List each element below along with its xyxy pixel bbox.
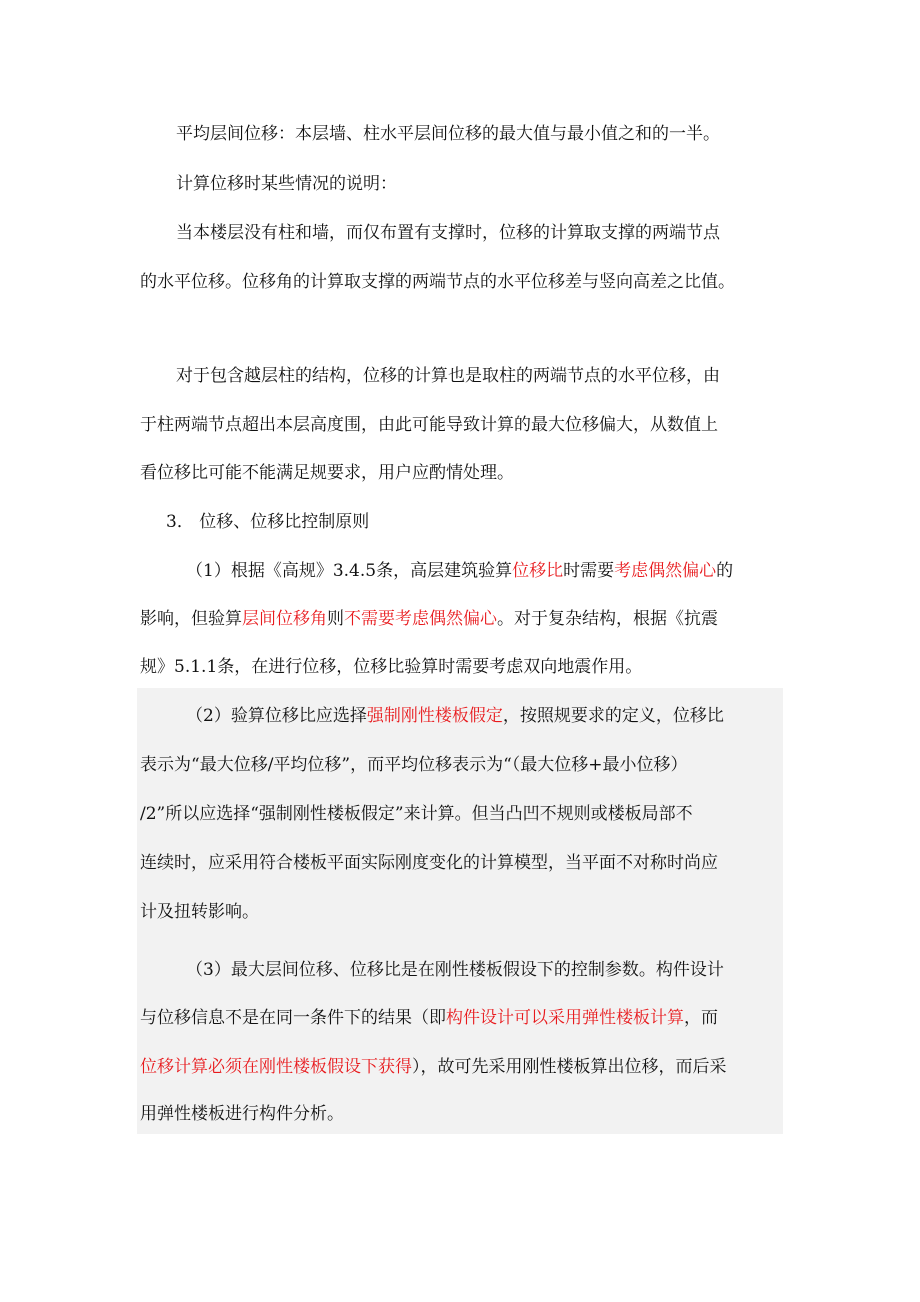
highlight-text: 位移比 (512, 561, 564, 581)
item2-line1 (0, 702, 920, 730)
item-text: 的 (716, 561, 734, 581)
paragraph-column-line1 (0, 362, 920, 390)
item1-line3 (0, 653, 920, 681)
section-heading-text: 3． 位移、位移比控制原则 (166, 512, 370, 532)
item-text: 影响，但验算 (140, 609, 242, 629)
item2-line2 (0, 751, 920, 779)
item3-line2 (0, 1004, 920, 1032)
item-text: 计及扭转影响。 (140, 902, 259, 922)
item1-line2 (0, 605, 920, 633)
item3-line4 (0, 1100, 920, 1128)
item-text: ），故可先采用刚性楼板算出位移，而后采 (412, 1057, 727, 1077)
item-text: 用弹性楼板进行构件分析。 (140, 1104, 344, 1124)
highlight-text: 构件设计可以采用弹性楼板计算 (446, 1008, 684, 1028)
item-text: 表示为“最大位移/平均位移”，而平均位移表示为“（最大位移+最小位移） (140, 755, 688, 775)
item-text: ，按照规要求的定义，位移比 (502, 706, 724, 726)
item-text: ，而 (684, 1008, 718, 1028)
paragraph-text: 于柱两端节点超出本层高度围，由此可能导致计算的最大位移偏大，从数值上 (140, 415, 718, 435)
item2-line3 (0, 800, 920, 828)
paragraph-bracing-line1 (0, 219, 920, 247)
paragraph-text: 的水平位移。位移角的计算取支撑的两端节点的水平位移差与竖向高差之比值。 (140, 272, 735, 292)
paragraph-text: 计算位移时某些情况的说明： (176, 174, 397, 194)
paragraph-text: 平均层间位移：本层墙、柱水平层间位移的最大值与最小值之和的一半。 (176, 124, 720, 144)
item-text: 时需要 (563, 561, 615, 581)
highlight-text: 位移计算必须在刚性楼板假设下获得 (140, 1057, 412, 1077)
item-text: 则 (327, 609, 344, 629)
item-text: （2）验算位移比应选择 (186, 706, 367, 726)
item3-line1 (0, 956, 920, 984)
item2-line5 (0, 898, 920, 926)
highlight-text: 层间位移角 (242, 609, 327, 629)
paragraph-text: 看位移比可能不能满足规要求，用户应酌情处理。 (140, 463, 514, 483)
highlight-text: 不需要考虑偶然偏心 (344, 609, 497, 629)
paragraph-column-line3 (0, 459, 920, 487)
item-text: （1）根据《高规》3.4.5条，高层建筑验算 (186, 561, 513, 581)
item-text: /2”所以应选择“强制刚性楼板假定”来计算。但当凸凹不规则或楼板局部不 (140, 804, 693, 824)
item-text: （3）最大层间位移、位移比是在刚性楼板假设下的控制参数。构件设计 (186, 960, 724, 980)
item-text: 。对于复杂结构，根据《抗震 (497, 609, 718, 629)
paragraph-bracing-line2 (0, 268, 920, 296)
item2-line4 (0, 849, 920, 877)
paragraph-notes-heading (0, 170, 920, 198)
paragraph-text: 当本楼层没有柱和墙，而仅布置有支撑时，位移的计算取支撑的两端节点 (176, 223, 720, 243)
paragraph-text: 对于包含越层柱的结构，位移的计算也是取柱的两端节点的水平位移，由 (176, 366, 720, 386)
paragraph-column-line2 (0, 411, 920, 439)
paragraph-average-drift (0, 120, 920, 148)
item-text: 连续时，应采用符合楼板平面实际刚度变化的计算模型，当平面不对称时尚应 (140, 853, 718, 873)
section-heading (0, 508, 920, 536)
highlight-text: 强制刚性楼板假定 (366, 706, 503, 726)
item3-line3 (0, 1053, 920, 1081)
item1-line1 (0, 557, 920, 585)
highlight-text: 考虑偶然偏心 (614, 561, 717, 581)
item-text: 规》5.1.1条，在进行位移，位移比验算时需要考虑双向地震作用。 (140, 657, 643, 677)
item-text: 与位移信息不是在同一条件下的结果（即 (140, 1008, 446, 1028)
